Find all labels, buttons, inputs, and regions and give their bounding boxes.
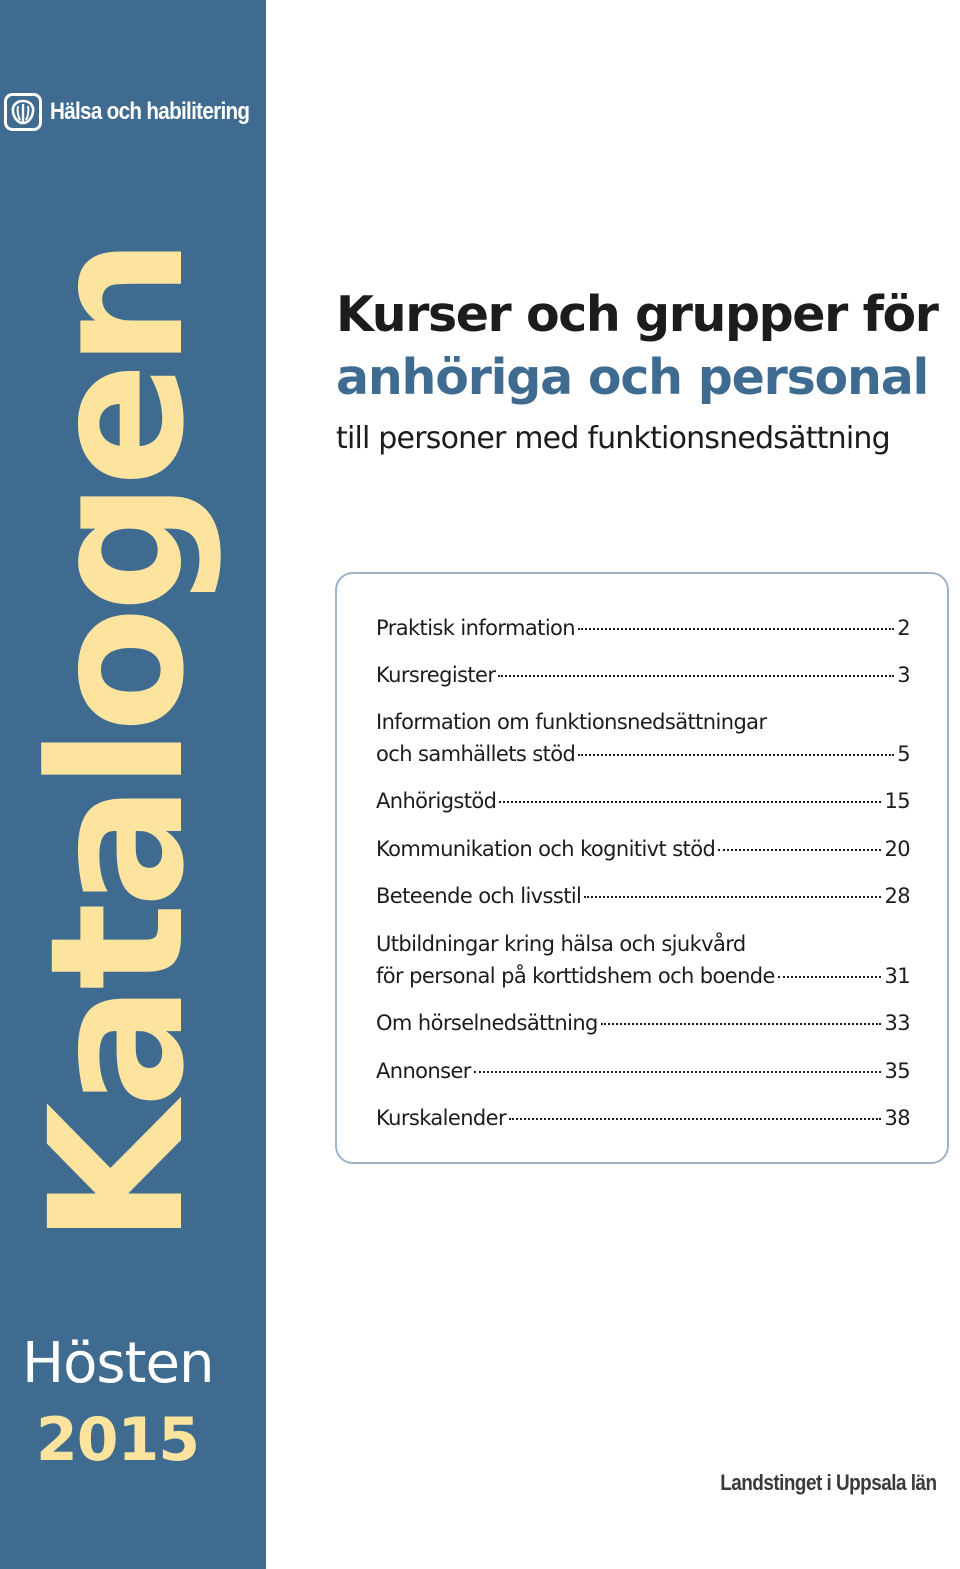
season-label: Hösten	[22, 1331, 214, 1396]
toc-item-label: Beteende och livsstil	[376, 884, 582, 908]
toc-item[interactable]	[376, 785, 910, 817]
organization-logo-text: Landstinget i Uppsala län	[719, 1470, 936, 1495]
page-title-highlight: anhöriga och personal	[336, 349, 929, 406]
toc-item-label: Kursregister	[376, 663, 496, 687]
toc-item-label: Kommunikation och kognitivt stöd	[376, 837, 716, 861]
hh-logo-icon	[4, 93, 42, 131]
toc-item-page: 2	[897, 616, 910, 640]
toc-item-page: 35	[884, 1059, 910, 1083]
toc-item[interactable]	[376, 1055, 910, 1087]
toc-item-label: Kurskalender	[376, 1106, 507, 1130]
toc-item-label: Om hörselnedsättning	[376, 1011, 598, 1035]
toc-item-label: Anhörigstöd	[376, 789, 497, 813]
brand	[4, 93, 282, 131]
toc-item[interactable]	[376, 928, 910, 992]
toc-leader-dots	[778, 976, 882, 978]
toc-leader-dots	[718, 849, 881, 851]
toc-item[interactable]	[376, 1007, 910, 1039]
toc-item-page: 3	[897, 663, 910, 687]
page-title: Kurser och grupper för	[336, 286, 938, 343]
toc-item[interactable]	[376, 833, 910, 865]
brand-name: Hälsa och habilitering	[50, 98, 250, 125]
toc-item-page: 31	[884, 964, 910, 988]
toc-item[interactable]	[376, 659, 910, 691]
toc-item-label: och samhällets stöd	[376, 742, 576, 766]
toc-item-label: Praktisk information	[376, 616, 576, 640]
toc-leader-dots	[578, 754, 894, 756]
toc-item-label-line1: Utbildningar kring hälsa och sjukvård	[376, 932, 746, 956]
toc-item-page: 15	[884, 789, 910, 813]
toc-item-page: 33	[884, 1011, 910, 1035]
toc-item[interactable]	[376, 706, 910, 770]
toc-item-label-line1: Information om funktionsnedsättningar	[376, 710, 767, 734]
toc-leader-dots	[584, 896, 881, 898]
vertical-catalog-title: Katalogen	[11, 243, 225, 1245]
toc-leader-dots	[578, 628, 894, 630]
toc-item[interactable]	[376, 1102, 910, 1134]
toc-leader-dots	[601, 1023, 882, 1025]
toc-leader-dots	[474, 1071, 882, 1073]
toc-item-label: för personal på korttidshem och boende	[376, 964, 775, 988]
toc-item-page: 28	[884, 884, 910, 908]
sidebar-band	[0, 0, 266, 1569]
toc-item-page: 20	[884, 837, 910, 861]
toc-item[interactable]	[376, 880, 910, 912]
toc-item-page: 38	[884, 1106, 910, 1130]
toc-leader-dots	[498, 675, 894, 677]
page-subtitle: till personer med funktionsnedsättning	[336, 421, 890, 456]
year-label: 2015	[36, 1405, 199, 1475]
toc-leader-dots	[509, 1118, 881, 1120]
toc-leader-dots	[499, 801, 881, 803]
toc-item-label: Annonser	[376, 1059, 471, 1083]
toc-item-page: 5	[897, 742, 910, 766]
toc-item[interactable]	[376, 612, 910, 644]
